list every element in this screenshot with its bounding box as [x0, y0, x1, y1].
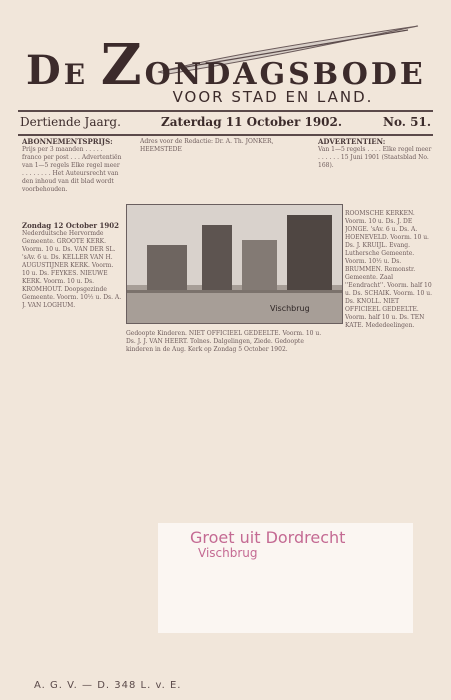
issue-year: Dertiende Jaarg. — [20, 115, 121, 129]
editor-address: Adres voor de Redactie: Dr. A. Th. JONKER, HEEMSTEDE — [140, 138, 274, 153]
subscription-column: ABONNEMENTSPRIJS: Prijs per 3 maanden . . . . . franco per post . . . Advertentiën van 1—5 regels Elke regel meer . . . . . . . . Het Auteursrecht van den inhoud van dit blad wordt voorbehouden. — [22, 138, 122, 193]
issue-date: Zaterdag 11 October 1902. — [161, 115, 343, 129]
newspaper-title: DE ZONDAGSBODE — [26, 32, 426, 98]
right-column: ROOMSCHE KERKEN. Voorm. 10 u. Ds. J. DE JONGE. 'sAv. 6 u. Ds. A. HOENEVELD. Voorm. 10 u. Ds. J. KRUIJL. Evang. Luthersche Gemeente. Voorm. 10½ u. Ds. BRUMMEN. Remonstr. Gemeente. Zaal ''Eendracht''. Voorm. half 10 u. Ds. SCHAIK. Voorm. 10 u. Ds. KNOLL. NIET OFFICIEEL GEDEELTE. Voorm. half 10 u. Ds. TEN KATE. Mededeelingen. — [345, 210, 433, 329]
town-photo — [126, 204, 343, 324]
footer-text: A. G. V. — D. 348 L. v. E. — [34, 680, 182, 691]
issue-number: No. 51. — [383, 115, 431, 129]
church-services-column: Zondag 12 October 1902 Nederduitsche Hervormde Gemeente. GROOTE KERK. Voorm. 10 u. Ds. VAN DER SL. 'sAv. 6 u. Ds. KELLER VAN H. AUGUSTIJNER KERK. Voorm. 10 u. Ds. FEYKES. NIEUWE KERK. Voorm. 10 u. Ds. KROMHOUT. Doopsgezinde Gemeente. Voorm. 10½ u. Ds. A. J. VAN LOGHUM. — [22, 222, 122, 309]
greeting-text: Groet uit Dordrecht — [190, 528, 346, 547]
newspaper-subtitle: VOOR STAD EN LAND. — [172, 88, 374, 106]
photo-caption: Vischbrug — [270, 304, 310, 313]
newspaper-masthead — [18, 20, 433, 112]
middle-column: Gedoopte Kinderen. NIET OFFICIEEL GEDEELTE. Voorm. 10 u. Ds. J. J. VAN HEERT. Tolnes. Dalgelingen, Ziede. Gedoopte kinderen in de Aug. Kerk op Zondag 5 October 1902. — [126, 330, 322, 353]
divider — [18, 110, 433, 112]
greeting-subtext: Vischbrug — [198, 546, 258, 560]
town-square-image — [127, 205, 342, 323]
divider — [18, 134, 433, 136]
advertisement-column: ADVERTENTIËN: Van 1—5 regels . . . . Elke regel meer . . . . . . 15 Juni 1901 (Staatsblad No. 168). — [318, 138, 432, 169]
issue-info — [18, 113, 433, 133]
